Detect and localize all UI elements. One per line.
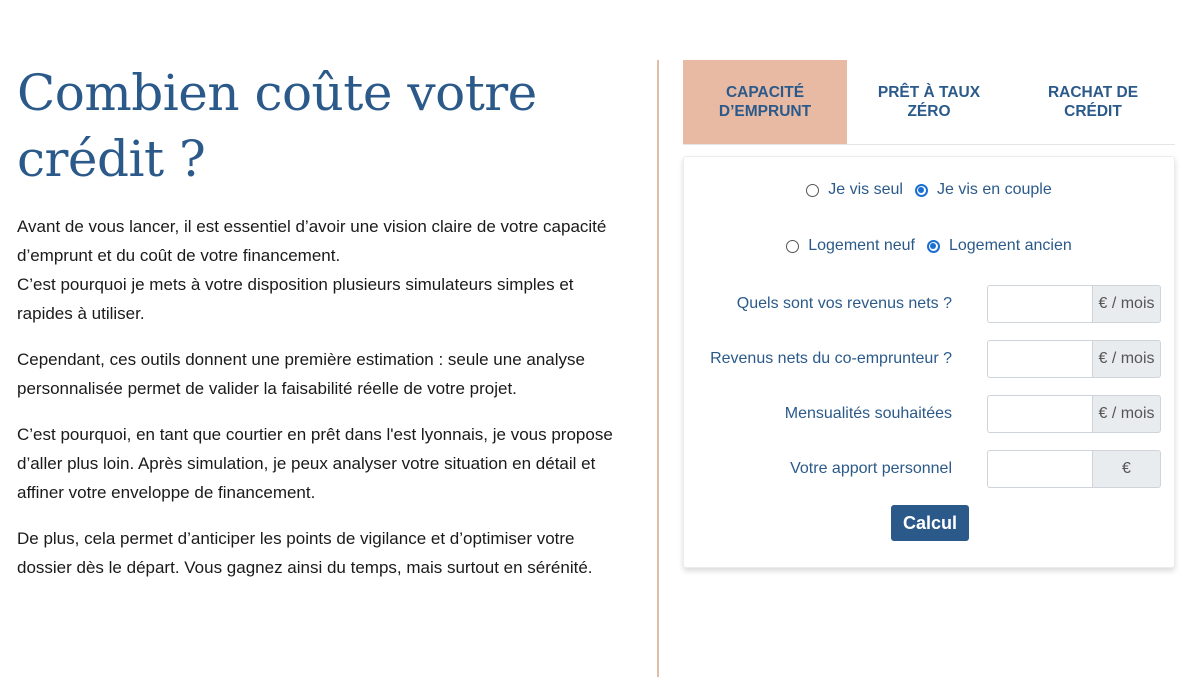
input-group xyxy=(987,285,1161,323)
input-group xyxy=(987,395,1161,433)
unit-addon: € / mois xyxy=(1092,340,1161,378)
vertical-divider xyxy=(657,60,659,677)
radio-vis-seul[interactable] xyxy=(806,181,903,199)
calcul-button[interactable]: Calcul xyxy=(891,505,969,541)
apport-personnel-input[interactable] xyxy=(987,450,1092,488)
field-apport-personnel xyxy=(684,450,1174,488)
radio-unchecked-icon[interactable] xyxy=(806,184,819,197)
intro-text-1: Avant de vous lancer, il est essentiel d’avoir une vision claire de votre capacité d’emprunt et du coût de votre financement. xyxy=(17,217,607,265)
unit-addon: € xyxy=(1092,450,1161,488)
vigilance-paragraph: De plus, cela permet d’anticiper les points de vigilance et d’optimiser votre dossier dès le départ. Vous gagnez ainsi du temps, mais surtout en sérénité. xyxy=(17,529,593,577)
radio-logement-ancien[interactable] xyxy=(927,237,1072,255)
radio-unchecked-icon[interactable] xyxy=(786,240,799,253)
input-group xyxy=(987,340,1161,378)
tab-label: RACHAT DE CRÉDIT xyxy=(1047,84,1139,120)
field-revenus-co-emprunteur xyxy=(684,340,1174,378)
tab-capacite-emprunt[interactable] xyxy=(683,60,847,144)
household-radio-group xyxy=(684,181,1174,199)
tab-label: CAPACITÉ D’EMPRUNT xyxy=(718,84,812,120)
field-revenus-nets xyxy=(684,285,1174,323)
intro-paragraph xyxy=(17,212,617,328)
simulator-form xyxy=(683,156,1175,568)
tab-label: PRÊT À TAUX ZÉRO xyxy=(877,84,981,120)
revenus-co-emprunteur-input[interactable] xyxy=(987,340,1092,378)
estimation-paragraph: Cependant, ces outils donnent une première estimation : seule une analyse personnalisée permet de valider la faisabilité réelle de votre projet. xyxy=(17,350,585,398)
radio-label: Logement ancien xyxy=(948,237,1072,254)
radio-label: Je vis seul xyxy=(828,181,903,198)
housing-radio-group xyxy=(684,237,1174,255)
field-label: Revenus nets du co-emprunteur ? xyxy=(710,350,952,367)
unit-addon: € / mois xyxy=(1092,395,1161,433)
tab-pret-taux-zero[interactable] xyxy=(847,60,1011,144)
article xyxy=(17,60,617,582)
radio-label: Je vis en couple xyxy=(936,181,1052,198)
radio-vis-en-couple[interactable] xyxy=(915,181,1052,199)
mensualites-input[interactable] xyxy=(987,395,1092,433)
tab-rachat-credit[interactable] xyxy=(1011,60,1175,144)
revenus-nets-input[interactable] xyxy=(987,285,1092,323)
input-group xyxy=(987,450,1161,488)
page-title: Combien coûte votre crédit ? xyxy=(17,64,537,188)
unit-addon: € / mois xyxy=(1092,285,1161,323)
intro-text-2: C’est pourquoi je mets à votre disposition plusieurs simulateurs simples et rapides à utiliser. xyxy=(17,275,574,323)
field-label: Quels sont vos revenus nets ? xyxy=(736,295,952,312)
field-label: Mensualités souhaitées xyxy=(784,405,952,422)
field-label: Votre apport personnel xyxy=(790,460,952,477)
radio-label: Logement neuf xyxy=(808,237,915,254)
radio-checked-icon[interactable] xyxy=(915,184,928,197)
radio-logement-neuf[interactable] xyxy=(786,237,915,255)
broker-paragraph: C’est pourquoi, en tant que courtier en prêt dans l'est lyonnais, je vous propose d’aller plus loin. Après simulation, je peux analyser votre situation en détail et affiner votre enveloppe de financement. xyxy=(17,425,613,502)
field-mensualites xyxy=(684,395,1174,433)
radio-checked-icon[interactable] xyxy=(927,240,940,253)
simulator-tabs xyxy=(683,60,1175,145)
